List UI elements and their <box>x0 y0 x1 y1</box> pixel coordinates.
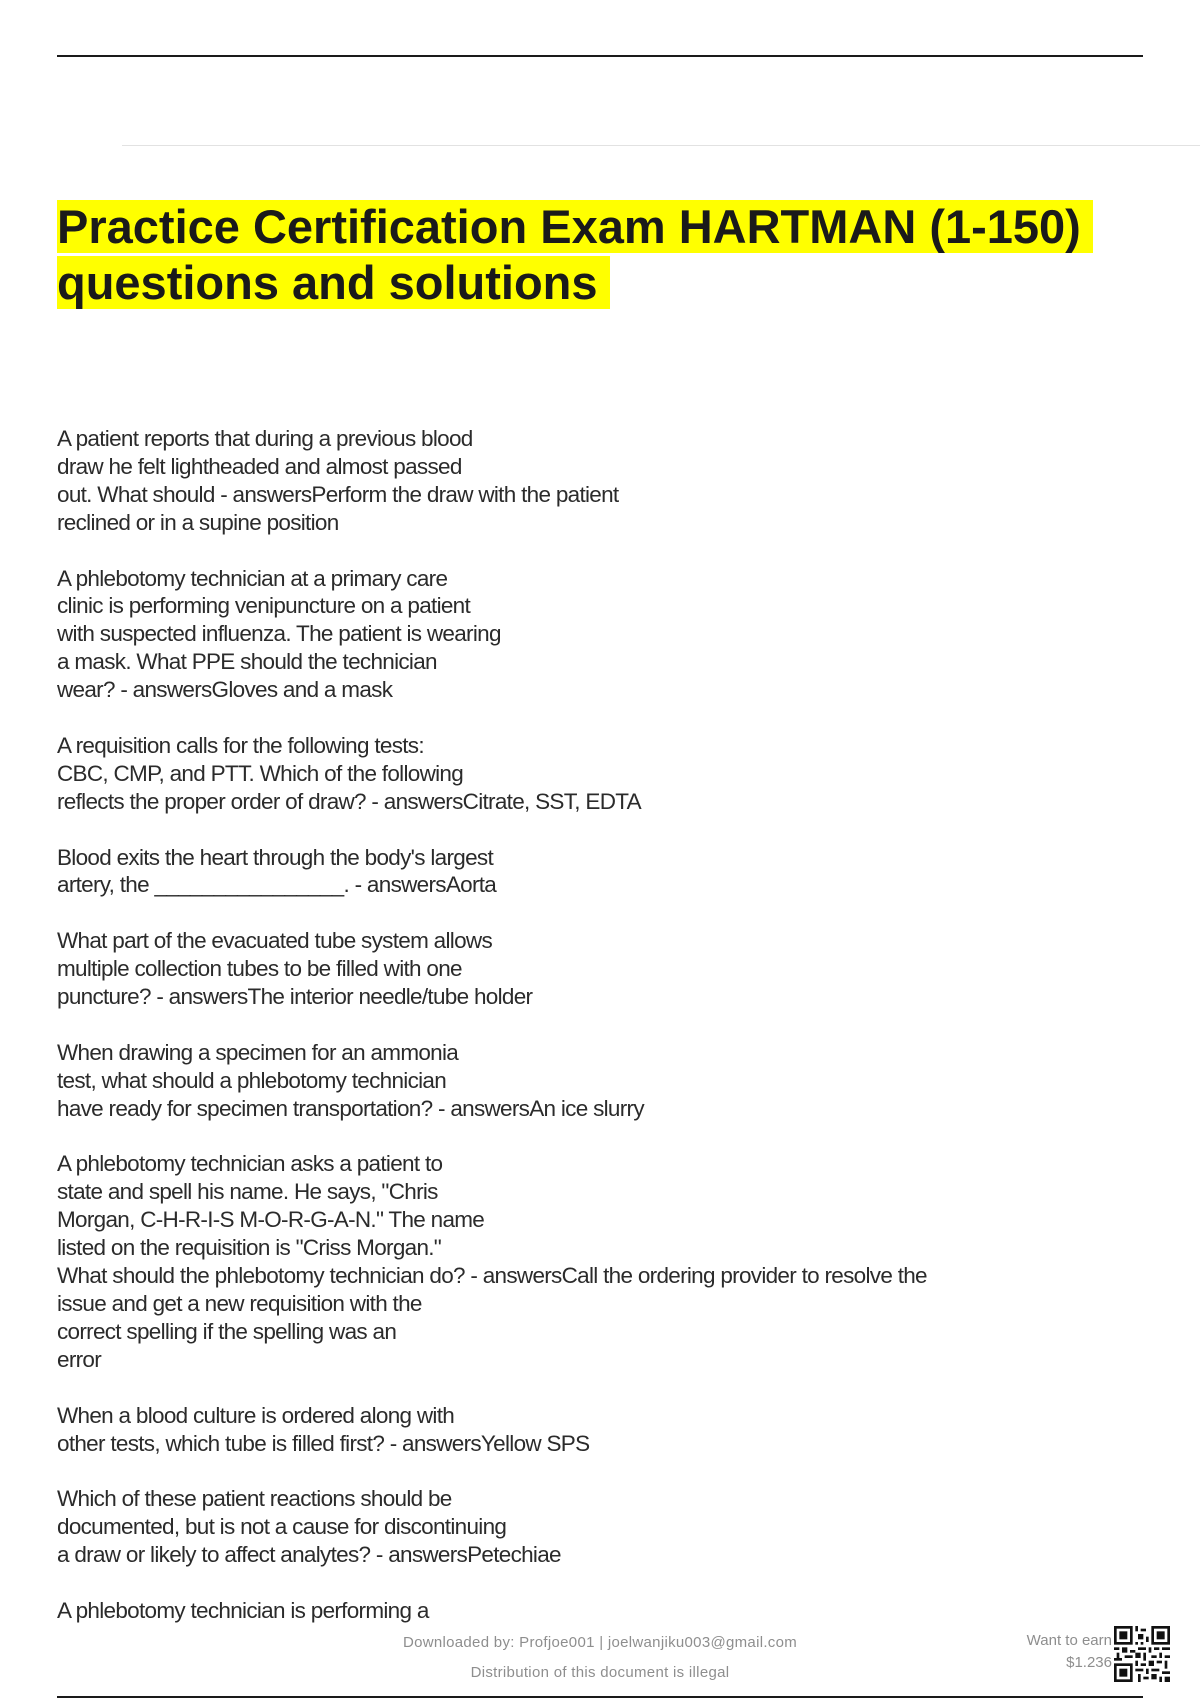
top-rule <box>57 55 1143 57</box>
qa-line: reclined or in a supine position <box>57 509 339 535</box>
qa-line: A requisition calls for the following tests: <box>57 732 424 758</box>
qa-line: What part of the evacuated tube system allows <box>57 928 492 954</box>
qa-line: When a blood culture is ordered along with <box>57 1402 455 1428</box>
qa-line: clinic is performing venipuncture on a patient <box>57 593 471 619</box>
qa-line: A phlebotomy technician at a primary care <box>57 565 448 591</box>
qa-line: Which of these patient reactions should be <box>57 1486 452 1512</box>
qa-line: A phlebotomy technician asks a patient to <box>57 1151 443 1177</box>
qa-line: other tests, which tube is filled first? - answersYellow SPS <box>57 1430 590 1456</box>
qa-item <box>57 425 1117 537</box>
qa-item <box>57 732 1117 816</box>
qa-item <box>57 1402 1117 1458</box>
qa-line: CBC, CMP, and PTT. Which of the following <box>57 760 464 786</box>
distribution-notice: Distribution of this document is illegal <box>470 1664 730 1681</box>
qa-line: A phlebotomy technician is performing a <box>57 1597 429 1623</box>
qa-line: issue and get a new requisition with the <box>57 1291 422 1316</box>
qa-line: have ready for specimen transportation? - answersAn ice slurry <box>57 1095 644 1121</box>
qa-line: a mask. What PPE should the technician <box>57 649 437 675</box>
qa-item <box>57 1485 1117 1569</box>
qa-item <box>57 927 1117 1011</box>
qa-item <box>57 1150 1117 1373</box>
qa-line: state and spell his name. He says, "Chris <box>57 1179 438 1205</box>
qa-line: error <box>57 1346 102 1372</box>
qa-line: correct spelling if the spelling was an <box>57 1318 397 1344</box>
qa-line: documented, but is not a cause for discontinuing <box>57 1514 507 1540</box>
title-line-1: Practice Certification Exam HARTMAN (1-150) <box>57 200 1093 253</box>
qa-line: artery, the ________________. - answersAorta <box>57 872 497 898</box>
qa-line: multiple collection tubes to be filled with one <box>57 956 462 982</box>
qa-line: a draw or likely to affect analytes? - answersPetechiae <box>57 1542 561 1568</box>
qa-line: out. What should - answersPerform the draw with the patient <box>57 481 619 507</box>
qa-line: listed on the requisition is "Criss Morgan." <box>57 1235 442 1261</box>
downloaded-by-text: Downloaded by: Profjoe001 | joelwanjiku003@gmail.com <box>402 1634 798 1651</box>
qa-line: When drawing a specimen for an ammonia <box>57 1039 459 1065</box>
qa-line: reflects the proper order of draw? - answersCitrate, SST, EDTA <box>57 788 641 814</box>
qa-line: draw he felt lightheaded and almost passed <box>57 453 462 479</box>
question-answer-list <box>57 425 1117 1653</box>
qr-code-icon[interactable] <box>1114 1626 1170 1682</box>
qa-line: Morgan, C-H-R-I-S M-O-R-G-A-N." The name <box>57 1207 485 1233</box>
earn-promo[interactable] <box>1027 1630 1112 1674</box>
earn-text: Want to earn <box>1026 1632 1112 1649</box>
qa-item <box>57 565 1117 705</box>
qa-line: wear? - answersGloves and a mask <box>57 677 393 703</box>
bottom-rule <box>57 1696 1143 1698</box>
download-footer <box>300 1628 900 1688</box>
qa-line: A patient reports that during a previous blood <box>57 426 473 451</box>
document-title <box>57 199 1157 311</box>
qa-item <box>57 844 1117 900</box>
qa-item <box>57 1039 1117 1123</box>
qa-line: with suspected influenza. The patient is wearing <box>57 621 501 647</box>
qa-item <box>57 1597 1117 1625</box>
header-divider <box>122 145 1200 146</box>
qa-line: test, what should a phlebotomy technician <box>57 1067 447 1093</box>
qa-line: What should the phlebotomy technician do? - answersCall the ordering provider to resolve the <box>57 1263 927 1289</box>
qa-line: puncture? - answersThe interior needle/tube holder <box>57 984 533 1010</box>
earn-amount: $1.236 <box>1066 1654 1112 1671</box>
qa-line: Blood exits the heart through the body's largest <box>57 844 493 870</box>
title-line-2: questions and solutions <box>57 256 610 309</box>
